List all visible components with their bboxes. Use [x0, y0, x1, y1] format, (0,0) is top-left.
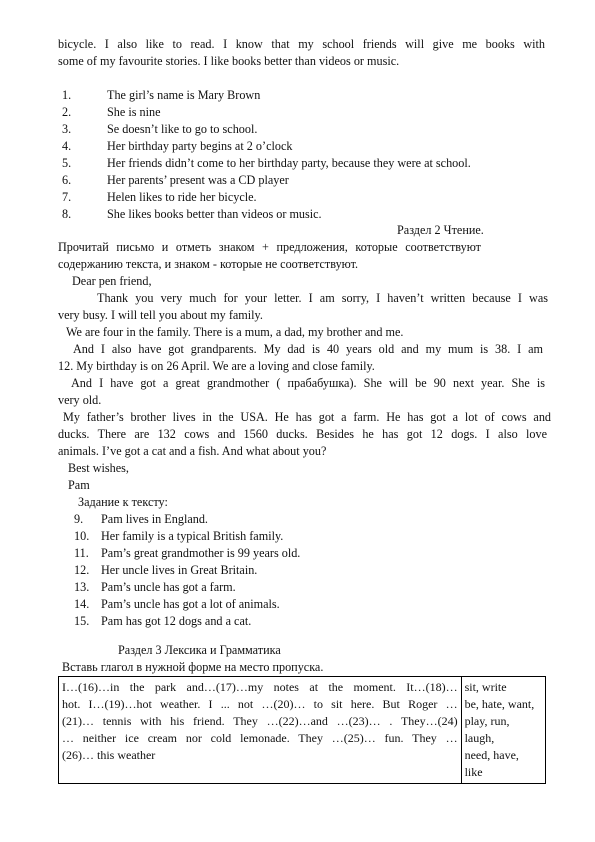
item-number: 6.: [62, 173, 72, 187]
gap-text-line: I…(16)…in the park and…(17)…my notes at the moment. It…(18)…: [62, 680, 458, 694]
letter-line: ducks. There are 132 cows and 1560 ducks. Besides he has got 12 dogs. I also love: [58, 427, 547, 441]
gap-text-line: hot. I…(19)…hot weather. I ... not …(20)… to sit here. But Roger …: [62, 697, 458, 711]
word-bank-line: sit, write: [464, 680, 507, 694]
statement-text: Pam’s uncle has got a lot of animals.: [101, 597, 280, 611]
word-bank-line: be, hate, want,: [464, 697, 535, 711]
item-number: 5.: [62, 156, 72, 170]
item-number: 15.: [74, 614, 90, 628]
statement-text: Pam lives in England.: [101, 512, 208, 526]
letter-line: very busy. I will tell you about my family.: [58, 308, 263, 322]
item-number: 11.: [74, 546, 89, 560]
letter-line: very old.: [58, 393, 102, 407]
gap-text-line: (21)… tennis with his friend. They …(22)…and …(23)… . They…(24): [62, 714, 458, 728]
gap-text-line: (26)… this weather: [62, 748, 156, 762]
statement-text: Helen likes to ride her bicycle.: [107, 190, 257, 204]
statement-text: She is nine: [107, 105, 161, 119]
item-number: 14.: [74, 597, 90, 611]
intro-line-2: some of my favourite stories. I like books better than videos or music.: [58, 54, 400, 68]
letter-greeting: Dear pen friend,: [72, 274, 152, 288]
section-2-heading: Раздел 2 Чтение.: [397, 223, 484, 237]
letter-line: And I have got a great grandmother ( прабабушка). She will be 90 next year. She is: [71, 376, 545, 390]
task-heading: Задание к тексту:: [78, 495, 168, 509]
item-number: 10.: [74, 529, 90, 543]
item-number: 13.: [74, 580, 90, 594]
gap-text-line: … neither ice cream nor cold lemonade. They …(25)… fun. They …: [62, 731, 458, 745]
statement-text: Her parents’ present was a CD player: [107, 173, 289, 187]
letter-line: Thank you very much for your letter. I am sorry, I haven’t written because I was: [97, 291, 548, 305]
word-bank-line: need, have,: [464, 748, 519, 762]
gap-fill-table: [58, 676, 546, 784]
word-bank-line: play, run, laugh,: [464, 714, 510, 745]
letter-line: And I also have got grandparents. My dad is 40 years old and my mum is 38. I am: [73, 342, 543, 356]
statement-text: Her uncle lives in Great Britain.: [101, 563, 258, 577]
item-number: 4.: [62, 139, 72, 153]
statement-text: She likes books better than videos or music.: [107, 207, 322, 221]
letter-line: 12. My birthday is on 26 April. We are a loving and close family.: [58, 359, 375, 373]
statement-text: Pam’s great grandmother is 99 years old.: [101, 546, 301, 560]
statement-text: Se doesn’t like to go to school.: [107, 122, 258, 136]
item-number: 2.: [62, 105, 72, 119]
item-number: 12.: [74, 563, 90, 577]
statement-text: Her friends didn’t come to her birthday party, because they were at school.: [107, 156, 471, 170]
statement-text: Pam has got 12 dogs and a cat.: [101, 614, 252, 628]
section-3-heading: Раздел 3 Лексика и Грамматика: [118, 643, 281, 657]
intro-line-1: bicycle. I also like to read. I know that my school friends will give me books with: [58, 37, 545, 51]
item-number: 8.: [62, 207, 72, 221]
statement-text: The girl’s name is Mary Brown: [107, 88, 261, 102]
section-2-instruction-line-2: содержанию текста, и знаком - которые не соответствуют.: [58, 257, 359, 271]
section-3-instruction: Вставь глагол в нужной форме на место пропуска.: [62, 660, 324, 674]
statement-text: Pam’s uncle has got a farm.: [101, 580, 236, 594]
statement-text: Her family is a typical British family.: [101, 529, 284, 543]
item-number: 3.: [62, 122, 72, 136]
item-number: 9.: [74, 512, 84, 526]
item-number: 1.: [62, 88, 72, 102]
statement-text: Her birthday party begins at 2 o’clock: [107, 139, 293, 153]
letter-line: My father’s brother lives in the USA. He has got a farm. He has got a lot of cows and: [63, 410, 551, 424]
section-2-instruction-line-1: Прочитай письмо и отметь знаком + предложения, которые соответствуют: [58, 240, 481, 254]
letter-line: animals. I’ve got a cat and a fish. And what about you?: [58, 444, 327, 458]
letter-closing: Best wishes,: [68, 461, 129, 475]
word-bank-line: like: [464, 765, 483, 779]
word-bank: [461, 677, 545, 784]
letter-line: We are four in the family. There is a mum, a dad, my brother and me.: [66, 325, 404, 339]
gap-fill-text: [59, 677, 462, 784]
item-number: 7.: [62, 190, 72, 204]
letter-signature: Pam: [68, 478, 90, 492]
